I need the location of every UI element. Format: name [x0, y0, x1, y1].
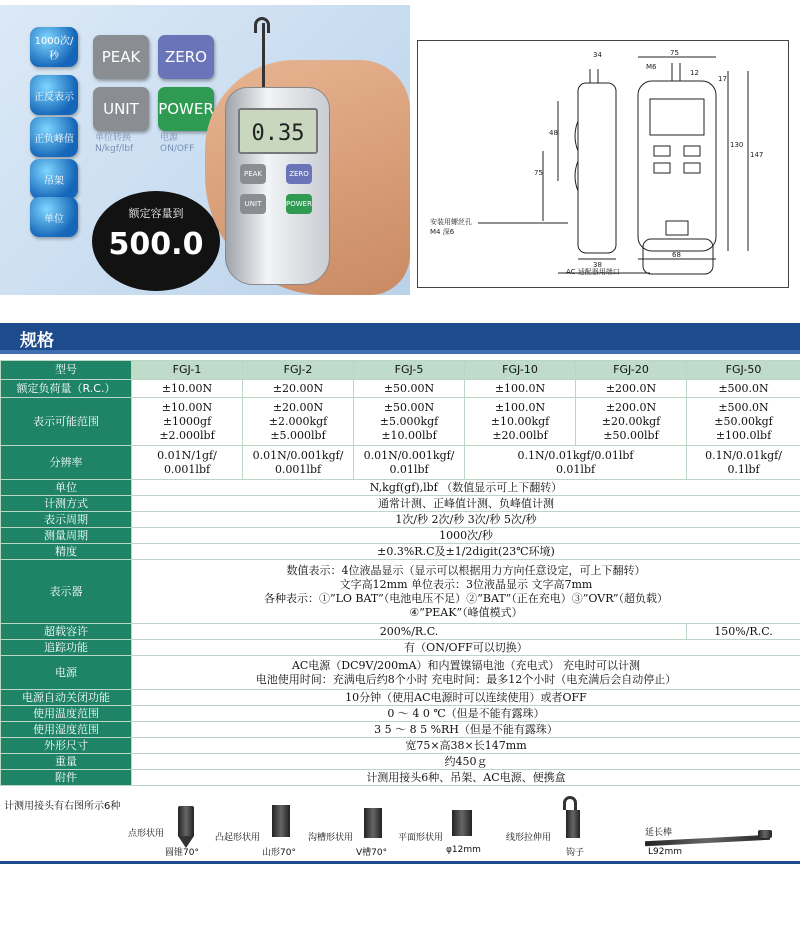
table-cell: ±500.0N ±50.00kgf ±100.0lbf: [687, 398, 800, 446]
v-groove-tip-icon: [364, 808, 382, 838]
table-cell: ±500.0N: [687, 380, 800, 398]
table-cell: ±200.0N ±20.00kgf ±50.00lbf: [576, 398, 687, 446]
table-cell: ±0.3%R.C及±1/2digit(23℃环境): [132, 544, 800, 560]
dim-34: 34: [593, 51, 602, 59]
dim-68: 68: [672, 251, 681, 259]
model-cell: FGJ-1: [132, 361, 243, 380]
table-cell: 0.01N/0.001kgf/ 0.001lbf: [243, 446, 354, 480]
table-row: [1, 738, 800, 754]
table-cell: ±10.00N ±1000gf ±2.000lbf: [132, 398, 243, 446]
table-row: [1, 722, 800, 738]
row-label: 追踪功能: [1, 640, 132, 656]
display-line: 数值表示：4位液晶显示（显示可以根据用力方向任意设定，可上下翻转）: [286, 563, 646, 577]
table-cell: 0.1N/0.01kgf/ 0.1lbf: [687, 446, 800, 480]
attachment-name: 沟槽形状用: [308, 833, 354, 843]
table-cell: ±20.00N: [243, 380, 354, 398]
table-cell: ±50.00N ±5.000kgf ±10.00lbf: [354, 398, 465, 446]
feature-button-direction: 正反表示: [30, 75, 78, 115]
attachment-spec: L92mm: [648, 847, 683, 857]
power-key: POWER: [158, 87, 214, 131]
gauge-unit-key: UNIT: [240, 194, 266, 214]
feature-button-peak: 正负峰值: [30, 117, 78, 157]
attachment-name: 点形状用: [128, 829, 165, 839]
gauge-peak-key: PEAK: [240, 164, 266, 184]
row-label: 使用温度范围: [1, 706, 132, 722]
hook-tip-icon: [563, 796, 577, 810]
model-cell: FGJ-50: [687, 361, 800, 380]
flat-tip-icon: [452, 810, 472, 836]
table-row: [1, 690, 800, 706]
table-cell: 150%/R.C.: [687, 624, 800, 640]
row-label: 单位: [1, 480, 132, 496]
table-cell: ±20.00N ±2.000kgf ±5.000lbf: [243, 398, 354, 446]
spec-section-header: [0, 323, 800, 354]
display-spec-cell: [132, 560, 800, 624]
force-gauge-image: [225, 87, 330, 285]
table-cell: 约450ｇ: [132, 754, 800, 770]
table-cell: 200%/R.C.: [132, 624, 687, 640]
row-label: 分辨率: [1, 446, 132, 480]
table-cell: ±200.0N: [576, 380, 687, 398]
row-label: 精度: [1, 544, 132, 560]
table-row: [1, 754, 800, 770]
dim-17: 17: [718, 75, 727, 83]
attachment-spec: 钩子: [566, 848, 585, 858]
table-row: [1, 398, 800, 446]
attachment-spec: 山形70°: [262, 848, 296, 858]
row-label: 型号: [1, 361, 132, 380]
badge-value: 500.0: [108, 227, 204, 262]
table-row: [1, 446, 800, 480]
dim-130: 130: [730, 141, 744, 149]
attachment-spec: 圆锥70°: [165, 848, 199, 858]
row-label: 使用湿度范围: [1, 722, 132, 738]
dim-48: 48: [549, 129, 558, 137]
power-caption: 电源 ON/OFF: [160, 133, 195, 154]
feature-button-hanger: 吊架: [30, 159, 78, 199]
model-cell: FGJ-10: [465, 361, 576, 380]
table-cell: ±100.0N ±10.00kgf ±20.00lbf: [465, 398, 576, 446]
row-label: 表示器: [1, 560, 132, 624]
row-label: 电源自动关闭功能: [1, 690, 132, 706]
attachment-spec: V槽70°: [356, 848, 388, 858]
table-cell: 1000次/秒: [132, 528, 800, 544]
table-row: [1, 560, 800, 624]
table-cell: ±100.0N: [465, 380, 576, 398]
attachment-spec: φ12mm: [446, 845, 481, 855]
product-photo: [0, 5, 410, 295]
attachment-name: 延长棒: [645, 828, 673, 838]
row-label: 附件: [1, 770, 132, 786]
table-cell: 宽75×高38×长147mm: [132, 738, 800, 754]
table-row: [1, 770, 800, 786]
unit-caption: 单位转换 N/kgf/lbf: [95, 133, 134, 154]
bottom-rule: [0, 861, 800, 864]
attachment-name: 平面形状用: [398, 833, 444, 843]
gauge-display: 0.35: [238, 108, 318, 154]
table-cell: 0.01N/0.001kgf/ 0.01lbf: [354, 446, 465, 480]
table-row: [1, 624, 800, 640]
row-label: 额定负荷量（R.C.）: [1, 380, 132, 398]
model-cell: FGJ-20: [576, 361, 687, 380]
table-row: [1, 480, 800, 496]
row-label: 计测方式: [1, 496, 132, 512]
model-cell: FGJ-2: [243, 361, 354, 380]
table-row: [1, 544, 800, 560]
dim-38: 38: [593, 261, 602, 269]
table-row: [1, 361, 800, 380]
dim-75-side: 75: [534, 169, 543, 177]
table-cell: 有（ON/OFF可以切换）: [132, 640, 800, 656]
row-label: 重量: [1, 754, 132, 770]
row-label: 电源: [1, 656, 132, 690]
table-cell: N,kgf(gf),lbf （数值显示可上下翻转）: [132, 480, 800, 496]
dim-m6: M6: [646, 63, 657, 71]
display-line: 各种表示：①”LO BAT”（电池电压不足）②”BAT”（正在充电）③”OVR”（超负载）: [263, 591, 669, 605]
hook-body-icon: [566, 810, 580, 838]
ac-port-label: AC 适配器用端口: [566, 268, 620, 276]
row-label: 测量周期: [1, 528, 132, 544]
model-cell: FGJ-5: [354, 361, 465, 380]
feature-button-rate: 1000次/秒: [30, 27, 78, 67]
table-row: [1, 380, 800, 398]
table-row: [1, 512, 800, 528]
attachment-name: 凸起形状用: [215, 833, 261, 843]
power-line: 电池使用时间：充满电后约8个小时 充电时间：最多12个小时（电充满后会自动停止）: [255, 672, 677, 686]
drawing-lines: [418, 41, 790, 289]
wedge-tip-icon: [272, 805, 290, 837]
table-row: [1, 656, 800, 690]
table-row: [1, 528, 800, 544]
power-spec-cell: [132, 656, 800, 690]
row-label: 超载容许: [1, 624, 132, 640]
capacity-badge: [92, 191, 220, 291]
zero-key: ZERO: [158, 35, 214, 79]
table-cell: 3 5 ～ 8 5 %RH（但是不能有露珠）: [132, 722, 800, 738]
row-label: 表示周期: [1, 512, 132, 528]
cone-tip-icon: [178, 806, 194, 836]
display-line: 文字高12mm 单位表示：3位液晶显示 文字高7mm: [339, 577, 593, 591]
dimension-drawing: [417, 40, 789, 288]
hook-rod: [262, 23, 274, 93]
table-cell: 计测用接头6种、吊架、AC电源、便携盒: [132, 770, 800, 786]
table-cell: ±50.00N: [354, 380, 465, 398]
dim-75: 75: [670, 49, 679, 57]
table-row: [1, 640, 800, 656]
table-cell: 1次/秒 2次/秒 3次/秒 5次/秒: [132, 512, 800, 528]
extension-rod-end-icon: [758, 830, 772, 838]
attachments-note: 计测用接头有右图所示6种: [4, 801, 121, 812]
feature-button-unit: 单位: [30, 197, 78, 237]
attachment-name: 线形拉伸用: [506, 833, 552, 843]
gauge-zero-key: ZERO: [286, 164, 312, 184]
gauge-power-key: POWER: [286, 194, 312, 214]
table-cell: ±10.00N: [132, 380, 243, 398]
table-row: [1, 706, 800, 722]
spec-table: [0, 360, 800, 786]
peak-key: PEAK: [93, 35, 149, 79]
table-cell: 10分钟（使用AC电源时可以连续使用）或者OFF: [132, 690, 800, 706]
table-cell: 0 ～ 4 0 ℃（但是不能有露珠）: [132, 706, 800, 722]
mount-hole-label: 安装用螺丝孔 M4 深6: [430, 218, 472, 236]
badge-title: 额定容量到: [128, 207, 184, 220]
table-cell: 0.01N/1gf/ 0.001lbf: [132, 446, 243, 480]
display-line: ④”PEAK”（峰值模式）: [409, 605, 523, 619]
table-cell: 0.1N/0.01kgf/0.01lbf 0.01lbf: [465, 446, 687, 480]
row-label: 外形尺寸: [1, 738, 132, 754]
spec-section-title: 规格: [20, 331, 54, 351]
power-line: AC电源（DC9V/200mA）和内置镍镉电池（充电式） 充电时可以计测: [291, 658, 641, 672]
dim-12: 12: [690, 69, 699, 77]
table-cell: 通常计测、正峰值计测、负峰值计测: [132, 496, 800, 512]
table-row: [1, 496, 800, 512]
unit-key: UNIT: [93, 87, 149, 131]
row-label: 表示可能范围: [1, 398, 132, 446]
dim-147: 147: [750, 151, 764, 159]
